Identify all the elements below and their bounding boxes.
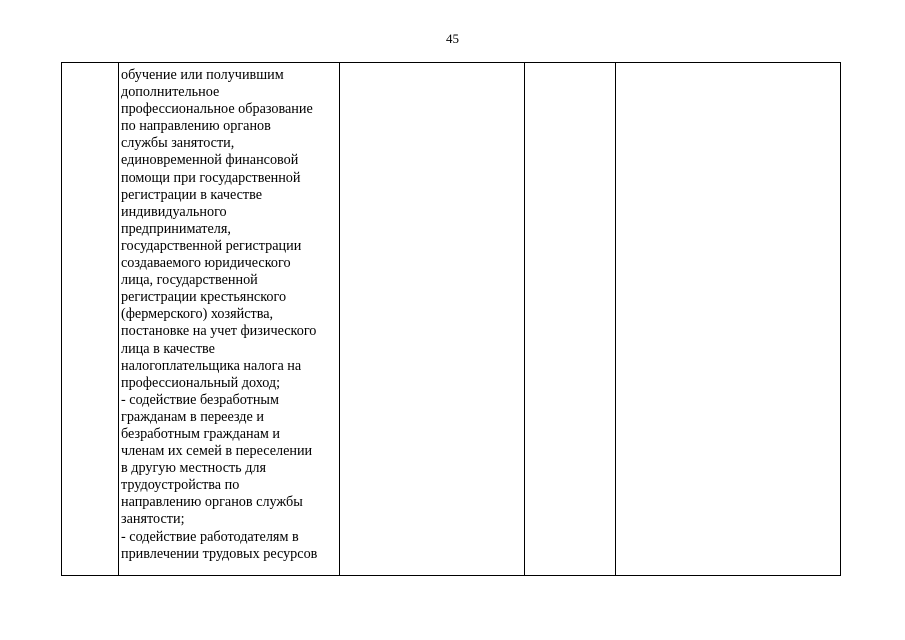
- cell-line: государственной регистрации: [121, 237, 302, 254]
- cell-line: службы занятости,: [121, 135, 235, 152]
- cell-line: - содействие безработным: [121, 391, 279, 408]
- cell-line: в другую местность для: [121, 460, 267, 477]
- table-column-divider: [524, 62, 525, 576]
- cell-line: профессиональный доход;: [121, 374, 281, 391]
- cell-line: единовременной финансовой: [121, 152, 299, 169]
- cell-line: регистрации в качестве: [121, 186, 263, 203]
- table-column-divider: [615, 62, 616, 576]
- cell-line: налогоплательщика налога на: [121, 357, 302, 374]
- page-number: 45: [446, 31, 459, 46]
- cell-line: гражданам в переезде и: [121, 408, 264, 425]
- cell-line: создаваемого юридического: [121, 255, 291, 272]
- cell-line: предпринимателя,: [121, 220, 231, 237]
- cell-line: регистрации крестьянского: [121, 289, 287, 306]
- cell-line: дополнительное: [121, 84, 220, 101]
- cell-line: (фермерского) хозяйства,: [121, 306, 274, 323]
- cell-line: обучение или получившим: [121, 67, 284, 83]
- table-column-divider: [118, 62, 119, 576]
- table-cell-description: [121, 67, 336, 563]
- cell-line: профессиональное образование: [121, 101, 313, 118]
- cell-line: привлечении трудовых ресурсов: [121, 545, 318, 562]
- cell-line: постановке на учет физического: [121, 323, 317, 340]
- cell-line: направлению органов службы: [121, 494, 303, 511]
- cell-line: - содействие работодателям в: [121, 528, 299, 545]
- table-bottom-border: [61, 575, 841, 576]
- cell-line: безработным гражданам и: [121, 425, 281, 442]
- cell-line: индивидуального: [121, 203, 227, 220]
- cell-line: лица в качестве: [121, 340, 215, 357]
- table-column-divider: [339, 62, 340, 576]
- cell-line: членам их семей в переселении: [121, 443, 313, 460]
- cell-line: помощи при государственной: [121, 169, 301, 186]
- cell-line: лица, государственной: [121, 272, 258, 289]
- cell-line: трудоустройства по: [121, 477, 240, 494]
- cell-line: по направлению органов: [121, 118, 271, 135]
- cell-line: занятости;: [121, 511, 185, 528]
